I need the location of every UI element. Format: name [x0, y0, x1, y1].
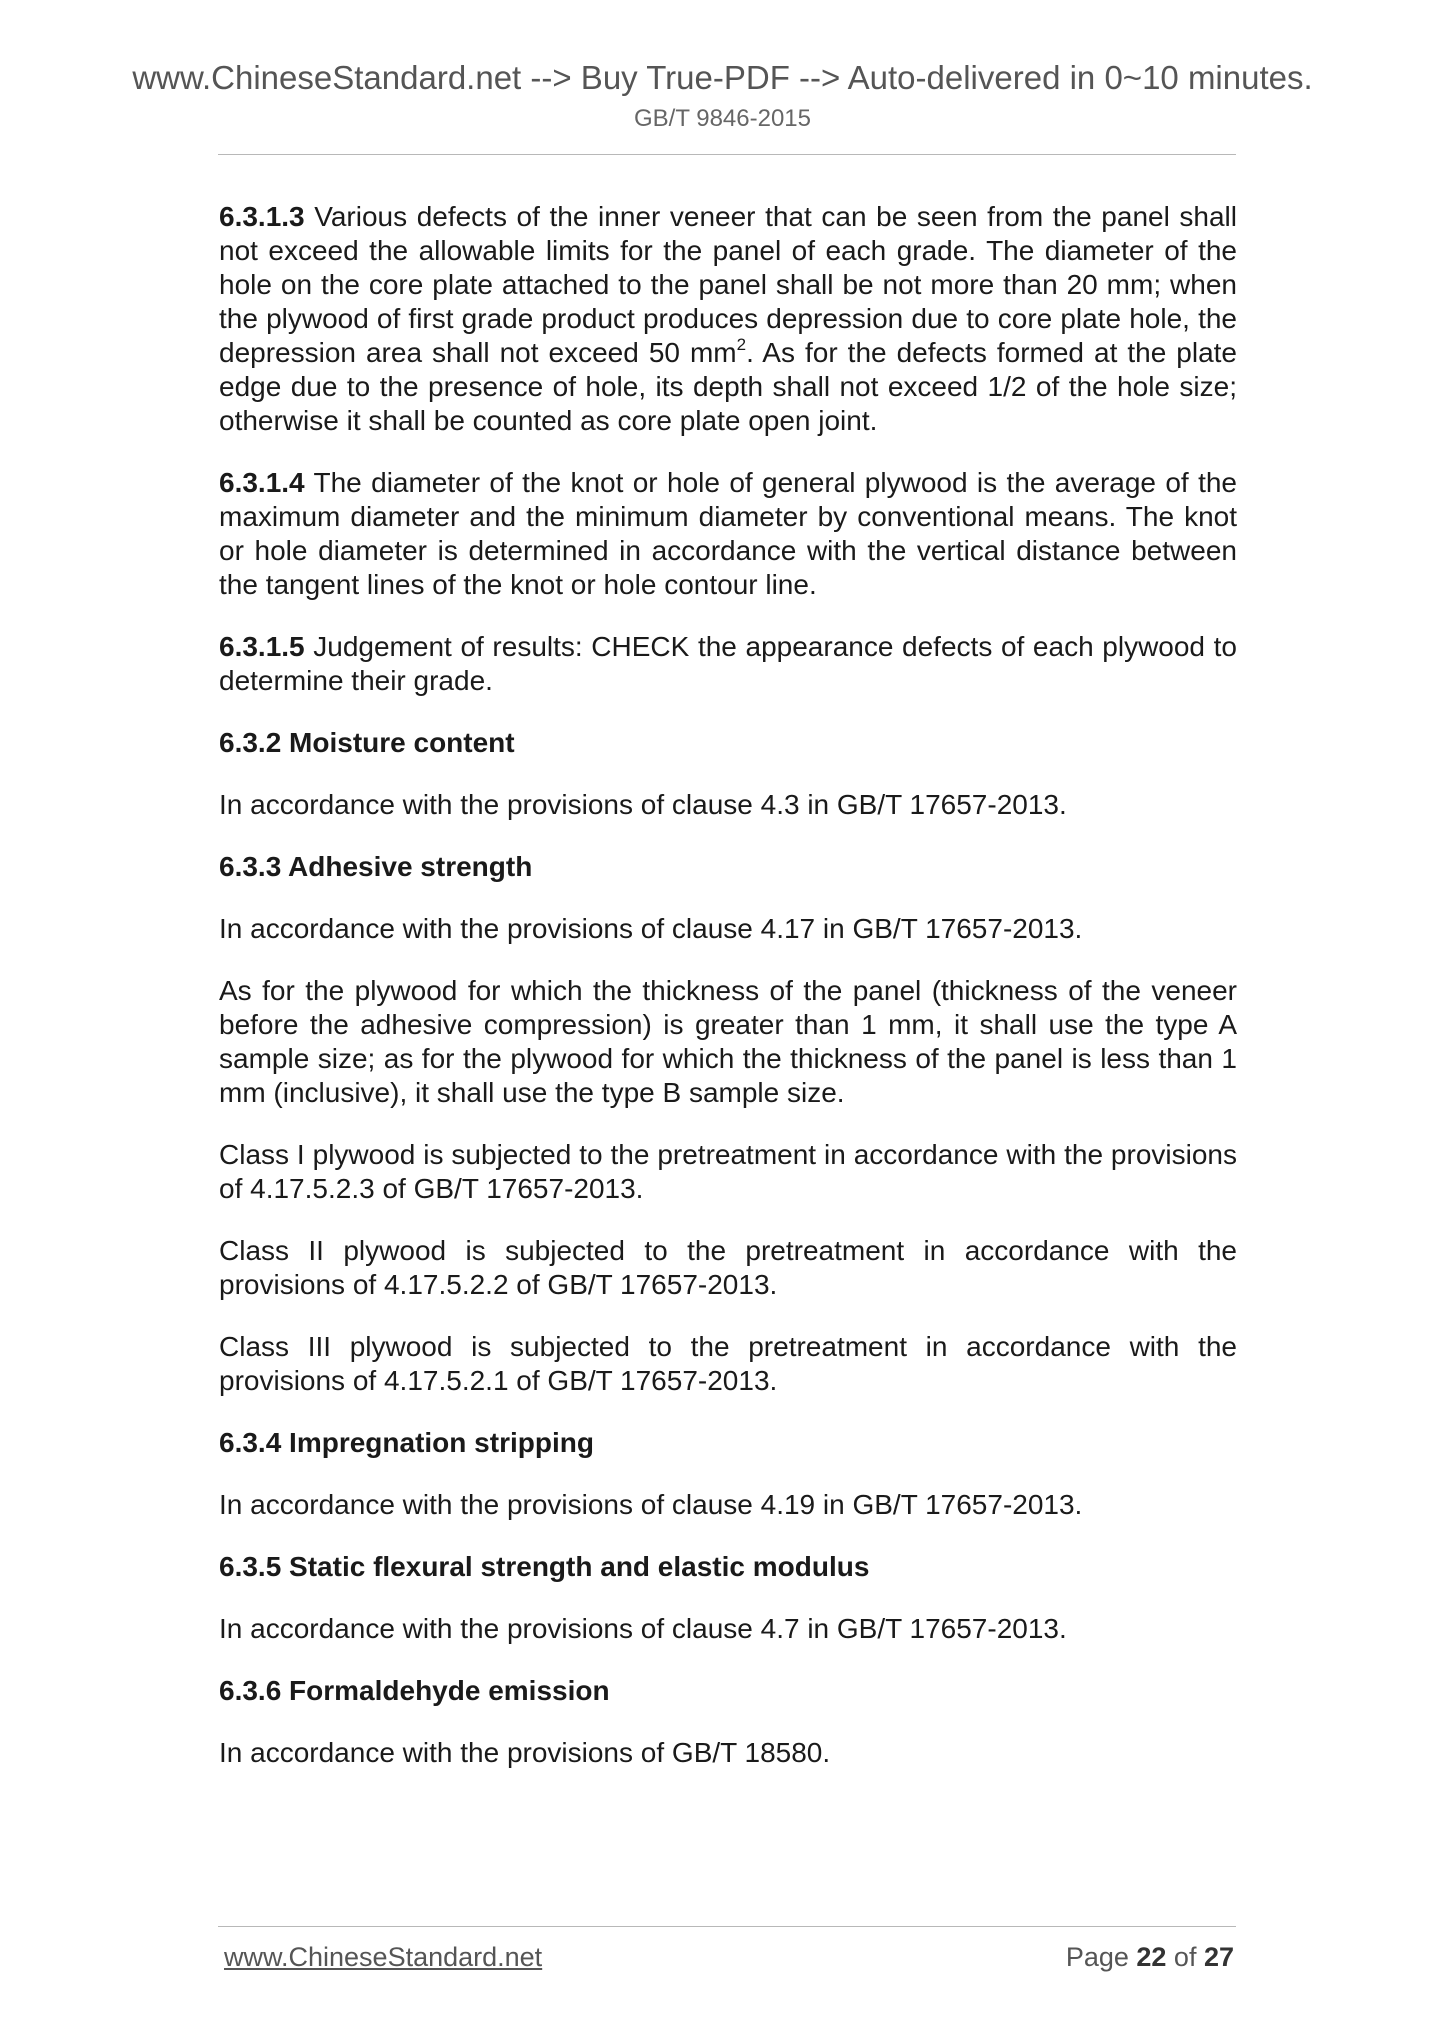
clause-6-3-1-5 [219, 630, 1237, 698]
clause-6-3-1-4 [219, 466, 1237, 602]
standard-id: GB/T 9846-2015 [633, 105, 811, 132]
heading-adhesive-strength: 6.3.3 Adhesive strength [219, 851, 533, 882]
footer-divider [218, 1926, 1236, 1927]
heading-formaldehyde-emission: 6.3.6 Formaldehyde emission [219, 1675, 610, 1706]
heading-static-flexural-strength: 6.3.5 Static flexural strength and elastic modulus [219, 1551, 870, 1582]
document-body [219, 200, 1237, 1798]
clause-number: 6.3.1.4 [219, 467, 305, 498]
clause-text: Various defects of the inner veneer that can be seen from the panel shall not exceed the allowable limits for the panel of each grade. The diameter of the hole on the core plate attached to the panel shall be not more than 20 mm; when the plywood of first grade product produces depression due to core plate hole, the depression area shall not exceed 50 mm [219, 201, 1237, 368]
heading-impregnation-stripping: 6.3.4 Impregnation stripping [219, 1427, 594, 1458]
clause-text: Judgement of results: CHECK the appearance defects of each plywood to determine their grade. [219, 631, 1237, 696]
clause-number: 6.3.1.3 [219, 201, 305, 232]
header-divider [218, 154, 1236, 155]
clause-number: 6.3.1.5 [219, 631, 305, 662]
adhesive-strength-sample-size: As for the plywood for which the thickness of the panel (thickness of the veneer before the adhesive compression) is greater than 1 mm, it shall use the type A sample size; as for the plywood for which the thickness of the panel is less than 1 mm (inclusive), it shall use the type B sample size. [219, 975, 1237, 1108]
adhesive-strength-class-2: Class II plywood is subjected to the pretreatment in accordance with the provisions of 4.17.5.2.2 of GB/T 17657-2013. [219, 1235, 1237, 1300]
page-label: Page [1065, 1942, 1137, 1972]
clause-text-continued: . As for the defects formed at the plate edge due to the presence of hole, its depth shall not exceed 1/2 of the hole size; otherwise it shall be counted as core plate open joint. [219, 337, 1237, 436]
header-banner: www.ChineseStandard.net --> Buy True-PDF --> Auto-delivered in 0~10 minutes. [132, 59, 1313, 96]
footer-site-link[interactable]: www.ChineseStandard.net [224, 1942, 543, 1972]
adhesive-strength-class-1: Class I plywood is subjected to the pretreatment in accordance with the provisions of 4.17.5.2.3 of GB/T 17657-2013. [219, 1139, 1237, 1204]
heading-moisture-content: 6.3.2 Moisture content [219, 727, 515, 758]
superscript: 2 [736, 335, 747, 354]
moisture-content-body: In accordance with the provisions of clause 4.3 in GB/T 17657-2013. [219, 789, 1067, 820]
clause-6-3-1-3 [219, 200, 1237, 438]
clause-text: The diameter of the knot or hole of general plywood is the average of the maximum diameter and the minimum diameter by conventional means. The knot or hole diameter is determined in accordance with the vertical distance between the tangent lines of the knot or hole contour line. [219, 467, 1237, 600]
adhesive-strength-class-3: Class III plywood is subjected to the pretreatment in accordance with the provisions of 4.17.5.2.1 of GB/T 17657-2013. [219, 1331, 1237, 1396]
adhesive-strength-body: In accordance with the provisions of clause 4.17 in GB/T 17657-2013. [219, 913, 1083, 944]
static-flexural-strength-body: In accordance with the provisions of clause 4.7 in GB/T 17657-2013. [219, 1613, 1067, 1644]
page-indicator [1066, 1940, 1234, 1974]
formaldehyde-emission-body: In accordance with the provisions of GB/T 18580. [219, 1737, 831, 1768]
page-of: of [1166, 1942, 1204, 1972]
page-total: 27 [1203, 1942, 1234, 1972]
page-current: 22 [1136, 1942, 1167, 1972]
impregnation-stripping-body: In accordance with the provisions of clause 4.19 in GB/T 17657-2013. [219, 1489, 1083, 1520]
